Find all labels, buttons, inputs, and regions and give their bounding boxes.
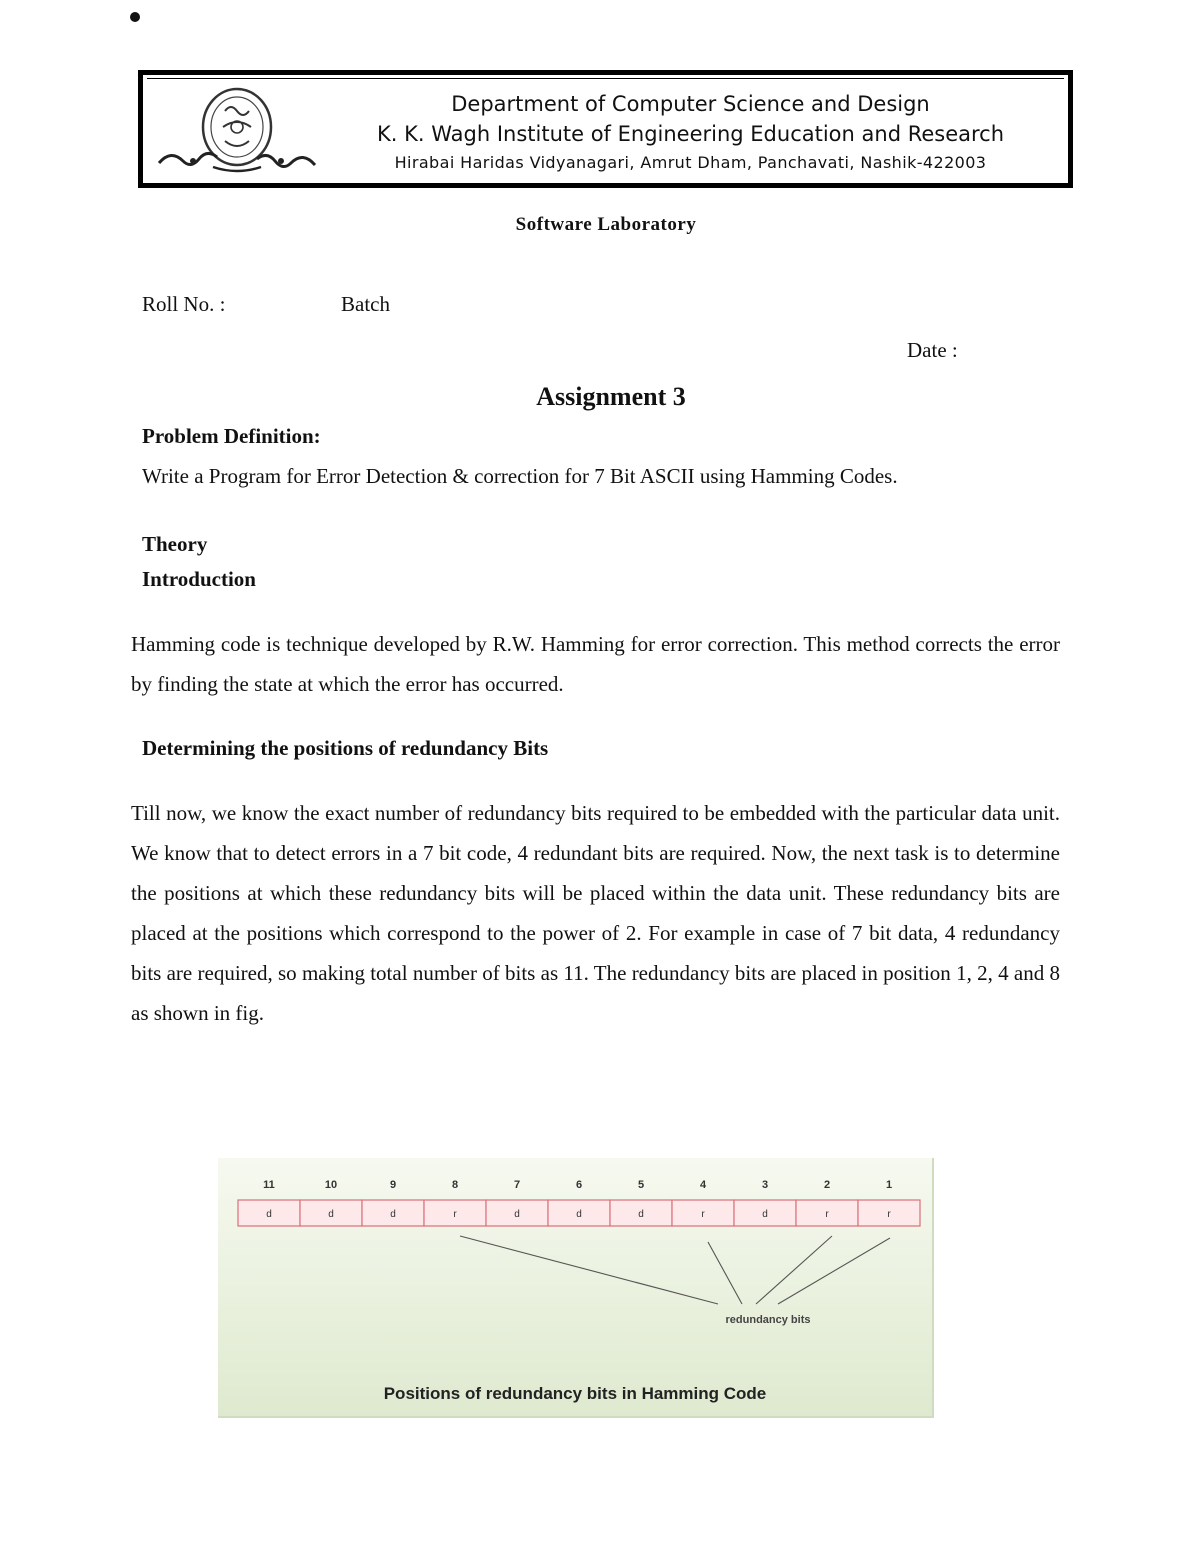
institute-name: K. K. Wagh Institute of Engineering Education and Research: [376, 122, 1005, 146]
lab-title: Software Laboratory: [515, 214, 697, 235]
assignment-title: Assignment 3: [536, 382, 686, 411]
theory-heading: Theory: [142, 532, 208, 556]
position-label: 3: [761, 1179, 769, 1191]
position-label: 10: [324, 1179, 338, 1191]
position-label: 1: [885, 1179, 893, 1191]
pointer-line: [756, 1236, 832, 1304]
bullet-marker: [130, 12, 140, 22]
bit-label: d: [576, 1209, 582, 1220]
problem-heading: Problem Definition:: [142, 424, 321, 448]
institute-logo: [153, 81, 318, 177]
redundancy-label: redundancy bits: [725, 1314, 811, 1326]
pointer-line: [708, 1242, 742, 1304]
header-inner-rule: [147, 78, 1064, 79]
institute-header: [138, 70, 1073, 188]
hamming-diagram: [218, 1158, 932, 1378]
bit-label: r: [453, 1209, 457, 1220]
introduction-heading: Introduction: [142, 567, 256, 591]
position-label: 8: [451, 1179, 459, 1191]
figure-caption: Positions of redundancy bits in Hamming Code: [383, 1384, 767, 1403]
roll-no-label: Roll No. :: [142, 292, 226, 316]
bit-label: r: [825, 1209, 829, 1220]
batch-label: Batch: [341, 292, 390, 316]
institute-address: Hirabai Haridas Vidyanagari, Amrut Dham, Panchavati, Nashik-422003: [394, 153, 987, 172]
hamming-figure: [218, 1158, 934, 1418]
section-paragraph: Till now, we know the exact number of redundancy bits required to be embedded with the particular data unit. We know that to detect errors in a 7 bit code, 4 redundant bits are required. Now, the next task is to determine the positions at which these redundancy bits will be placed within the data unit. These redundancy bits are placed at the positions which correspond to the power of 2. For example in case of 7 bit data, 4 redundancy bits are required, so making total number of bits as 11. The redundancy bits are placed in position 1, 2, 4 and 8 as shown in fig.: [131, 801, 1060, 1025]
position-label: 4: [699, 1179, 707, 1191]
intro-paragraph: Hamming code is technique developed by R.W. Hamming for error correction. This method corrects the error by finding the state at which the error has occurred.: [131, 632, 1060, 696]
position-label: 2: [823, 1179, 831, 1191]
bit-label: d: [638, 1209, 644, 1220]
bit-label: d: [762, 1209, 768, 1220]
position-label: 11: [263, 1179, 275, 1191]
bit-label: d: [390, 1209, 396, 1220]
section-heading: Determining the positions of redundancy Bits: [142, 736, 549, 760]
bit-label: d: [514, 1209, 520, 1220]
position-label: 7: [513, 1179, 521, 1191]
problem-text: Write a Program for Error Detection & correction for 7 Bit ASCII using Hamming Codes.: [142, 464, 898, 488]
bit-label: d: [328, 1209, 334, 1220]
position-label: 6: [575, 1179, 583, 1191]
pointer-line: [460, 1236, 718, 1304]
date-label: Date :: [907, 338, 958, 362]
position-label: 5: [637, 1179, 645, 1191]
bit-label: r: [701, 1209, 705, 1220]
bit-label: d: [266, 1209, 272, 1220]
bit-label: r: [887, 1209, 891, 1220]
department-name: Department of Computer Science and Design: [451, 92, 930, 116]
pointer-line: [778, 1238, 890, 1304]
position-label: 9: [389, 1179, 397, 1191]
